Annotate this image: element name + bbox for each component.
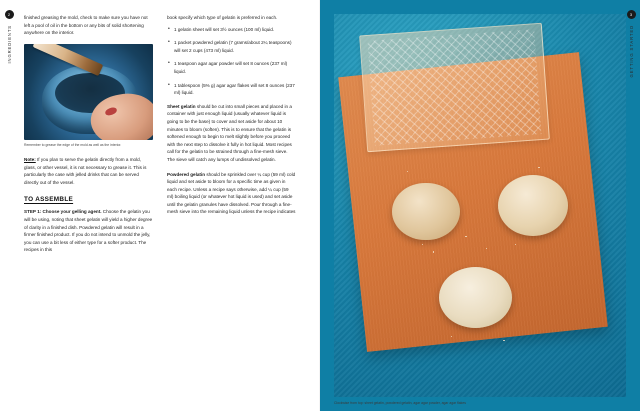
list-item: • 1 teaspoon agar agar powder will set 8 ounces (237 ml) liquid. <box>174 60 296 75</box>
section-heading-to-assemble: TO ASSEMBLE <box>24 196 74 204</box>
right-page <box>320 0 640 411</box>
list-item: • 1 gelatin sheet will set 3½ ounces (100 ml) liquid. <box>174 26 296 34</box>
sheet-gelatin-text: should be cut into small pieces and placed in a container with just enough liquid (usually whatever liquid is going to be the base) to cover and set aside for about 10 minutes to bloom (soften). This is to ensure that the gelatin is softened enough to begin to melt slightly before you proceed with the next step to dissolve it fully in hot liquid. Most recipes call for the gelatin to be strained through a fine-mesh sieve. The sieve will catch any lumps of undissolved gelatin. <box>167 103 292 162</box>
step-one-label: STEP 1: Choose your gelling agent. <box>24 209 102 215</box>
agar-agar-powder-sample <box>498 175 568 236</box>
right-page-margin-tab <box>626 10 636 77</box>
powdered-gelatin-text: should be sprinkled over ¼ cup (59 ml) cold liquid and set aside to bloom for a specific time as given in each recipe. Unless a recipe says otherwise, add ¼ cup (59 ml) boiling liquid (or whatever hot liquid is used) and set aside until the gelatin granules have dissolved. Pour through a fine-mesh sieve into the remaining liquid unless the recipe indicates <box>167 171 296 215</box>
right-page-running-head: GETTING STARTED <box>628 25 634 78</box>
powdered-gelatin-label: Powdered gelatin <box>167 171 206 177</box>
right-page-folio: 3 <box>627 10 636 19</box>
column2-intro-paragraph: book specify which type of gelatin is preferred in each. <box>167 15 278 20</box>
note-label: Note: <box>24 156 36 162</box>
left-page-columns <box>24 14 296 394</box>
note-text: If you plan to serve the gelatin directly from a mold, glass, or other vessel, it is not necessary to grease it. This is particularly the case with jelled drinks that can be served directly out of the vessel. <box>24 156 147 185</box>
step-one-paragraph <box>24 208 153 254</box>
sheet-gelatin-sample <box>359 23 550 152</box>
sheet-gelatin-label: Sheet gelatin <box>167 103 196 109</box>
photo-caption-left: Remember to grease the edge of the mold as well as the interior. <box>24 142 122 147</box>
left-column-2 <box>167 14 296 394</box>
sheet-gelatin-paragraph <box>167 103 296 164</box>
gelatin-ratio-list <box>167 26 296 97</box>
powdered-gelatin-sample <box>392 183 459 240</box>
gelatin-types-photo <box>334 14 626 397</box>
powdered-gelatin-paragraph <box>167 171 296 217</box>
left-page-folio: 2 <box>5 10 14 19</box>
agar-agar-flakes-sample <box>439 267 512 328</box>
note-paragraph <box>24 156 153 186</box>
left-column-1 <box>24 14 153 394</box>
list-item: • 1 packet powdered gelatin (7 grams/about 2¼ teaspoons) will set 2 cups (473 ml) liquid. <box>174 39 296 54</box>
photo-caption-right: Clockwise from top: sheet gelatin, powdered gelatin, agar agar powder, agar agar flakes <box>334 401 466 405</box>
left-page-running-head: INGREDIENTS <box>6 25 12 64</box>
mold-greasing-photo <box>24 44 153 140</box>
left-page-margin-tab <box>4 10 14 96</box>
paragraph-continuation: finished greasing the mold, check to make sure you have not left a pool of oil in the bottom or any bits of solid shortening anywhere on the interior. <box>24 15 148 36</box>
list-item: • 1 tablespoon (5% g) agar agar flakes will set 8 ounces (237 ml) liquid. <box>174 82 296 97</box>
step-one-text: Choose the gelatin you will be using, noting that sheet gelatin will yield a higher degree of clarity in a finished dish. Powdered gelatin will result in a firmer finished product. If you do not intend to unmold the jelly, you can use a bit less of either type for a softer product. The recipes in this <box>24 209 153 253</box>
